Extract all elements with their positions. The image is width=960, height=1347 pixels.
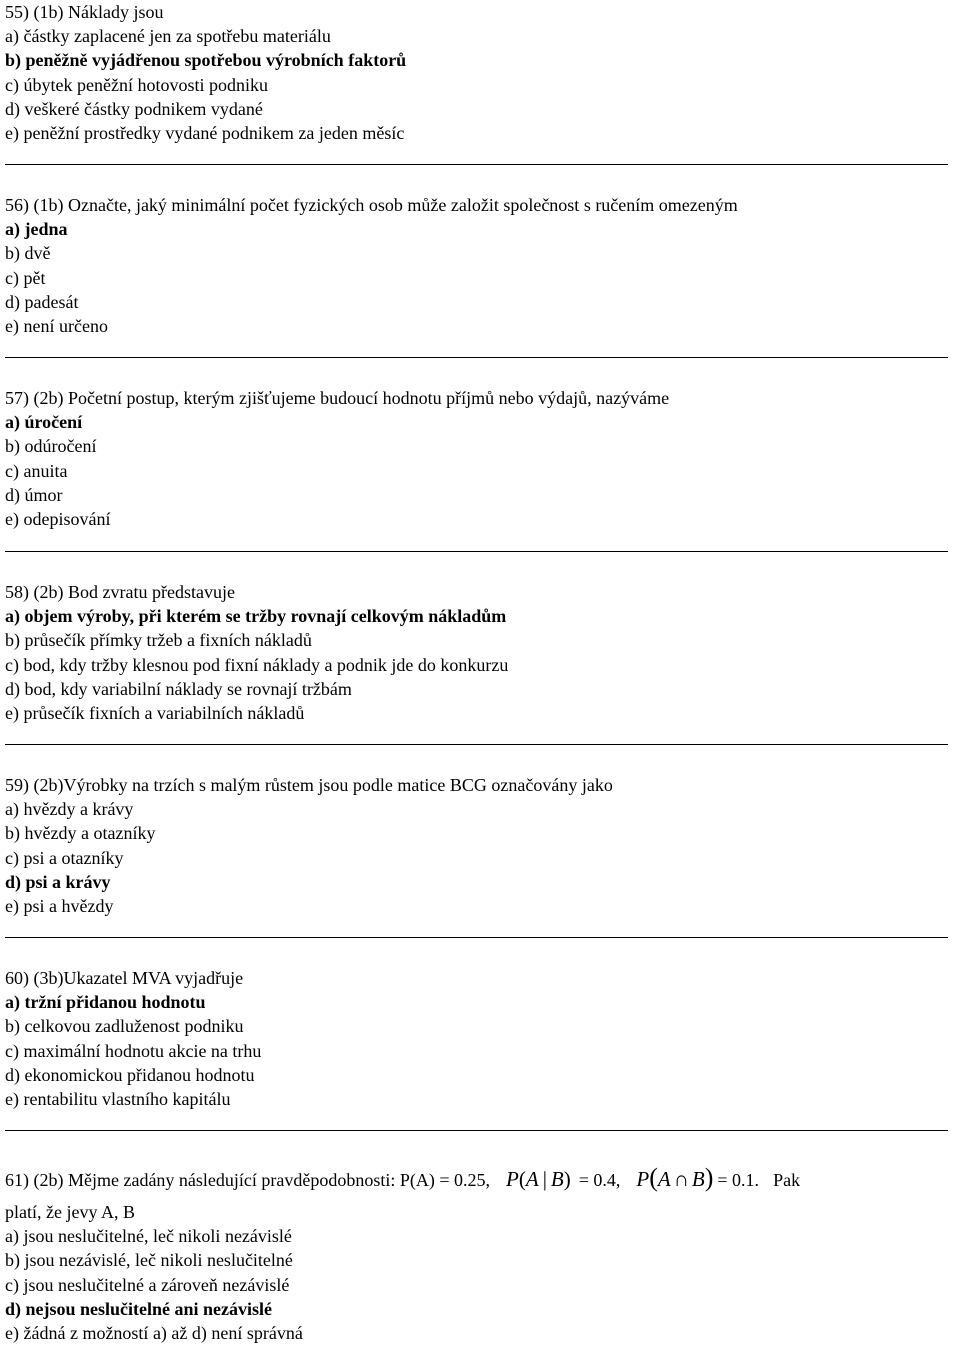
option-b: b) jsou nezávislé, leč nikoli neslučitelné — [5, 1250, 293, 1271]
conditional-probability-value: = 0.4, — [578, 1170, 621, 1190]
divider — [5, 937, 948, 938]
option-d: d) padesát — [5, 291, 79, 312]
math-symbol: B — [691, 1167, 705, 1191]
option-d-correct: d) psi a krávy — [5, 871, 111, 892]
option-e: e) průsečík fixních a variabilních nákladů — [5, 702, 305, 723]
question-61 — [5, 1163, 955, 1345]
question-header: 58) (2b) Bod zvratu představuje — [5, 582, 235, 602]
question-header — [5, 1163, 955, 1195]
option-a-correct: a) tržní přidanou hodnotu — [5, 992, 206, 1013]
intersection-probability-formula: P(A ∩ B) — [636, 1163, 714, 1192]
question-header-continued: platí, že jevy A, B — [5, 1202, 135, 1222]
option-e: e) odepisování — [5, 508, 111, 529]
divider — [5, 164, 948, 165]
question-58 — [5, 580, 955, 725]
option-e: e) rentabilitu vlastního kapitálu — [5, 1088, 231, 1109]
question-tail: Pak — [773, 1170, 801, 1190]
option-a: a) hvězdy a krávy — [5, 799, 134, 820]
option-d: d) veškeré částky podnikem vydané — [5, 98, 263, 119]
option-d: d) úmor — [5, 484, 63, 505]
divider — [5, 551, 948, 552]
math-symbol: B — [550, 1167, 564, 1191]
option-d: d) bod, kdy variabilní náklady se rovnají tržbám — [5, 678, 352, 699]
option-e: e) psi a hvězdy — [5, 895, 114, 916]
option-a: a) jsou neslučitelné, leč nikoli nezávislé — [5, 1226, 292, 1247]
option-b: b) celkovou zadluženost podniku — [5, 1016, 244, 1037]
option-a-correct: a) objem výroby, při kterém se tržby rovnají celkovým nákladům — [5, 606, 507, 627]
option-e: e) není určeno — [5, 315, 108, 336]
option-a-correct: a) jedna — [5, 219, 68, 240]
question-55 — [5, 0, 955, 145]
option-c: c) psi a otazníky — [5, 847, 124, 868]
option-c: c) pět — [5, 267, 46, 288]
option-a: a) částky zaplacené jen za spotřebu materiálu — [5, 26, 331, 47]
question-57 — [5, 386, 955, 531]
question-header: 57) (2b) Početní postup, kterým zjišťujeme budoucí hodnotu příjmů nebo výdajů, nazýváme — [5, 388, 670, 408]
question-header: 60) (3b)Ukazatel MVA vyjadřuje — [5, 968, 244, 988]
option-b: b) dvě — [5, 243, 51, 264]
question-header: 55) (1b) Náklady jsou — [5, 2, 164, 22]
divider — [5, 357, 948, 358]
option-b: b) průsečík přímky tržeb a fixních nákladů — [5, 630, 312, 651]
intersection-probability-value: = 0.1. — [717, 1170, 760, 1190]
question-60 — [5, 966, 955, 1111]
option-e: e) peněžní prostředky vydané podnikem za jeden měsíc — [5, 122, 405, 143]
math-symbol: A — [525, 1167, 539, 1191]
option-c: c) jsou neslučitelné a zároveň nezávislé — [5, 1274, 290, 1295]
option-c: c) úbytek peněžní hotovosti podniku — [5, 74, 268, 95]
option-a-correct: a) úročení — [5, 412, 83, 433]
question-header: 59) (2b)Výrobky na trzích s malým růstem jsou podle matice BCG označovány jako — [5, 775, 613, 795]
math-symbol: P — [636, 1167, 650, 1191]
option-d-correct: d) nejsou neslučitelné ani nezávislé — [5, 1298, 273, 1319]
divider — [5, 1130, 948, 1131]
option-b: b) hvězdy a otazníky — [5, 823, 156, 844]
question-header: 56) (1b) Označte, jaký minimální počet fyzických osob může založit společnost s ručením omezeným — [5, 195, 738, 215]
question-56 — [5, 193, 955, 338]
divider — [5, 744, 948, 745]
option-b-correct: b) peněžně vyjádřenou spotřebou výrobních faktorů — [5, 50, 407, 71]
option-e: e) žádná z možností a) až d) není správná — [5, 1322, 303, 1343]
option-b: b) odúročení — [5, 436, 97, 457]
math-symbol: P — [506, 1167, 519, 1191]
math-symbol: A — [657, 1167, 671, 1191]
option-c: c) bod, kdy tržby klesnou pod fixní náklady a podnik jde do konkurzu — [5, 654, 509, 675]
question-59 — [5, 773, 955, 918]
option-d: d) ekonomickou přidanou hodnotu — [5, 1064, 255, 1085]
conditional-probability-formula: P(A | B) — [506, 1167, 571, 1191]
option-c: c) maximální hodnotu akcie na trhu — [5, 1040, 262, 1061]
intersection-symbol: ∩ — [673, 1167, 689, 1191]
question-intro: 61) (2b) Mějme zadány následující pravděpodobnosti: P(A) = 0.25, — [5, 1170, 491, 1190]
option-c: c) anuita — [5, 460, 68, 481]
